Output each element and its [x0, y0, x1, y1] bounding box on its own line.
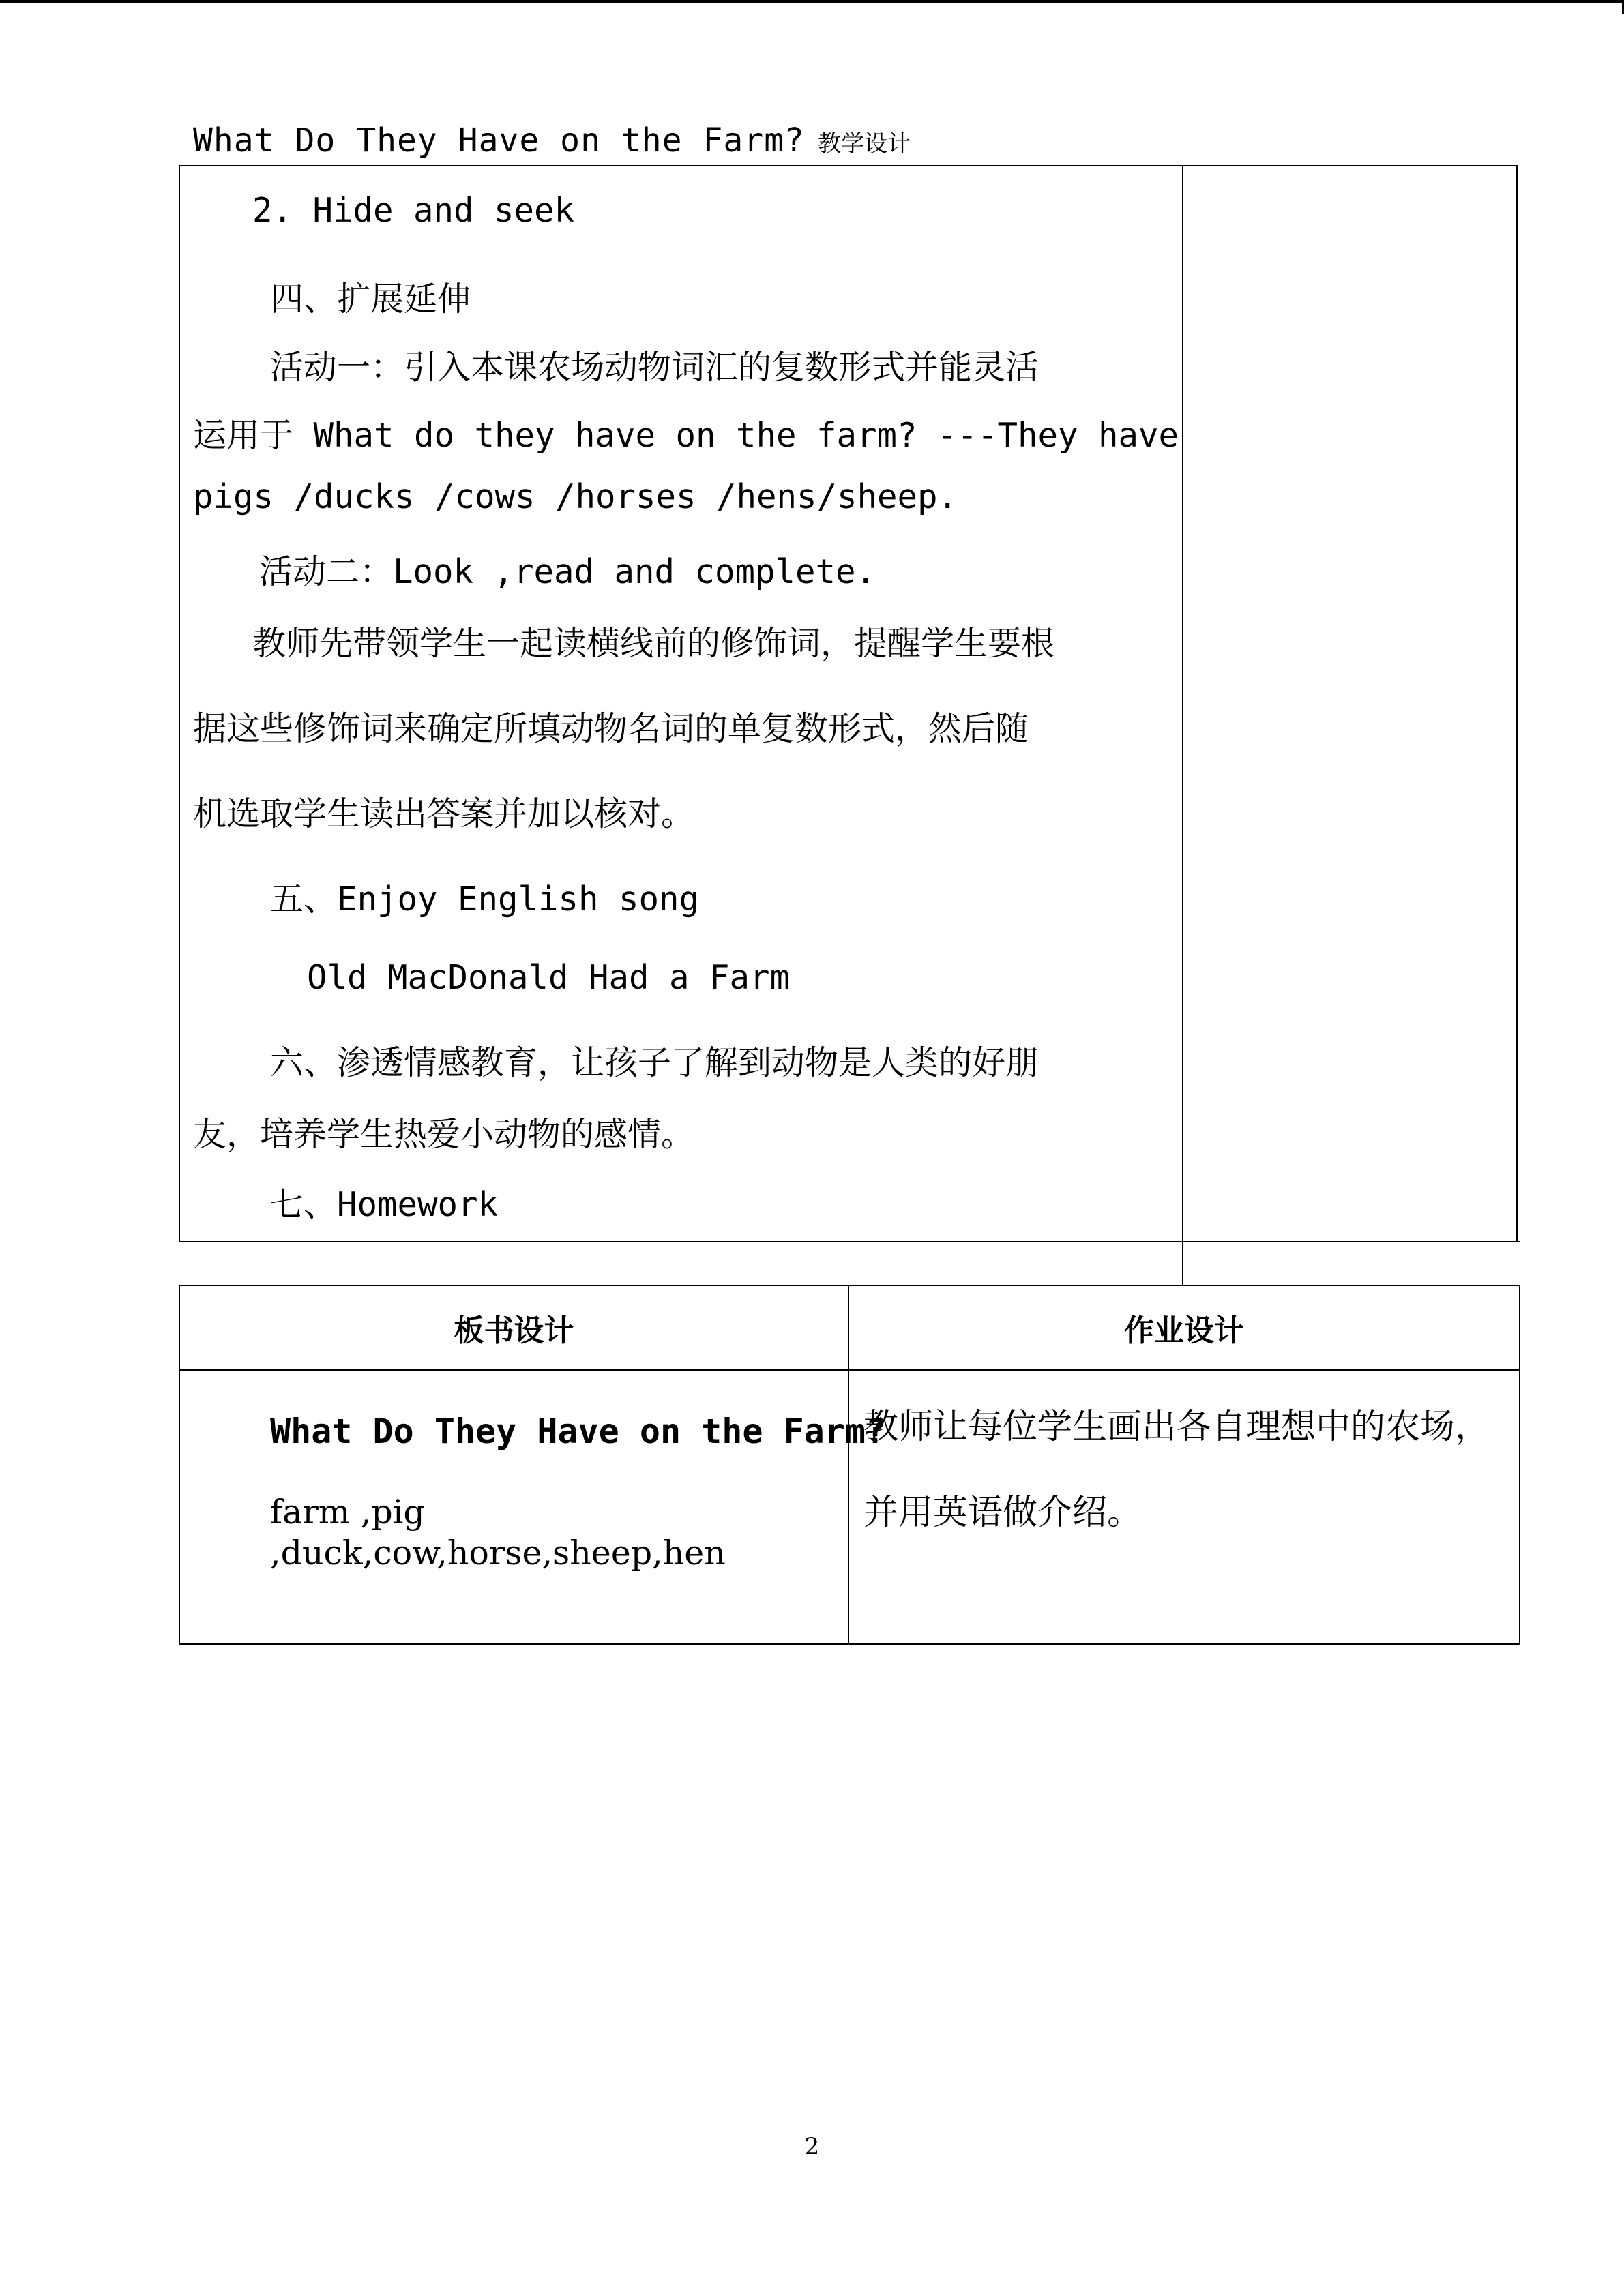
- header-title: What Do They Have on the Farm?: [193, 121, 805, 160]
- content-table-divider: [1182, 165, 1183, 1285]
- content-line-check-answers: 机选取学生读出答案并加以核对。: [193, 794, 695, 833]
- content-line-activity-two: 活动二：Look ,read and complete.: [259, 552, 876, 591]
- board-design-header: 板书设计: [454, 1313, 574, 1348]
- content-line-activity-one: 活动一：引入本课农场动物词汇的复数形式并能灵活: [270, 348, 1039, 387]
- header-suffix: 教学设计: [818, 130, 911, 158]
- content-line-love-animals: 友，培养学生热爱小动物的感情。: [193, 1115, 695, 1154]
- content-line-teacher-lead: 教师先带领学生一起读横线前的修饰词，提醒学生要根: [252, 624, 1055, 663]
- document-header: [193, 121, 911, 160]
- homework-text: 教师让每位学生画出各自理想中的农场，并用英语做介绍。: [863, 1407, 1490, 1533]
- board-title: What Do They Have on the Farm?: [270, 1412, 887, 1451]
- homework-design-header: 作业设计: [1124, 1313, 1244, 1348]
- page-number: 2: [804, 2133, 820, 2160]
- content-line-song-title: Old MacDonald Had a Farm: [307, 958, 791, 997]
- content-table-bottom-row-line: [179, 1241, 1520, 1242]
- content-line-extension-heading: 四、扩展延伸: [270, 280, 471, 318]
- content-line-plurals: pigs /ducks /cows /horses /hens/sheep.: [193, 477, 958, 516]
- board-vocabulary: farm ,pig ,duck,cow,horse,sheep,hen: [270, 1493, 726, 1572]
- content-line-homework-heading: 七、Homework: [270, 1185, 499, 1224]
- top-border: [0, 0, 1624, 3]
- content-line-usage: 运用于 What do they have on the farm? ---They have: [193, 416, 1179, 455]
- content-line-modifiers: 据这些修饰词来确定所填动物名词的单复数形式，然后随: [193, 709, 1029, 748]
- content-line-emotion: 六、渗透情感教育，让孩子了解到动物是人类的好朋: [270, 1043, 1039, 1082]
- content-line-song-heading: 五、Enjoy English song: [270, 880, 700, 919]
- content-line-hide-and-seek: 2. Hide and seek: [252, 191, 575, 230]
